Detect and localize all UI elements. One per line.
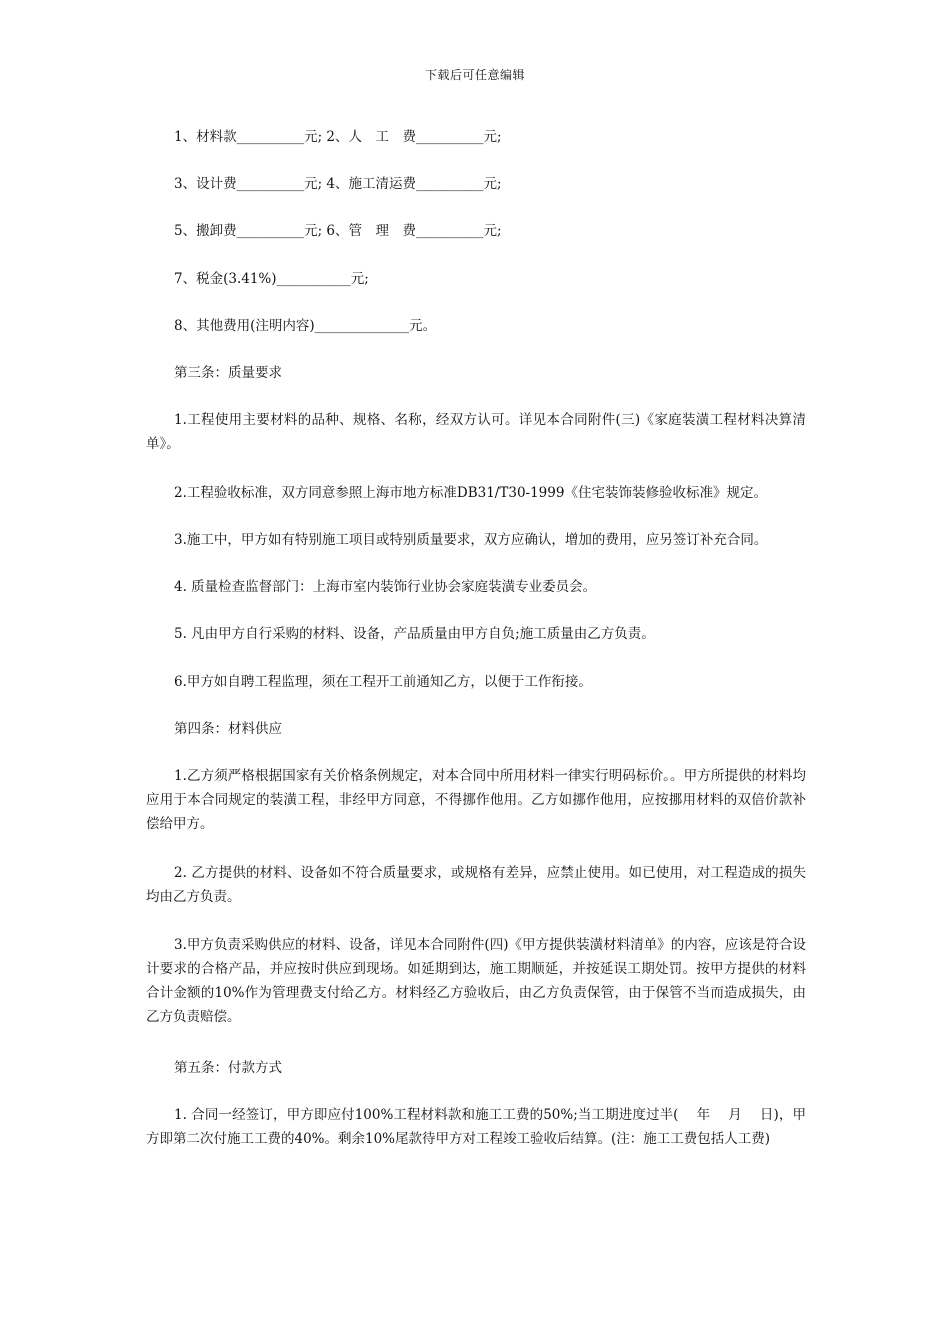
section3-item-5: 5. 凡由甲方自行采购的材料、设备，产品质量由甲方自负;施工质量由乙方负责。 <box>174 626 655 642</box>
section4-item-3: 3.甲方负责采购供应的材料、设备，详见本合同附件(四)《甲方提供装潢材料清单》的内容，应该是符合设计要求的合格产品，并应按时供应到现场。如延期到达，施工期顺延，并按延误工期处罚。按甲方提供的材料合计金额的10%作为管理费支付给乙方。材料经乙方验收后，由乙方负责保管，由于保管不当而造成损失，由乙方负责赔偿。 <box>146 937 806 1025</box>
fee-line-2: 3、设计费__________元; 4、施工清运费__________元; <box>174 176 502 192</box>
section4-item-2: 2. 乙方提供的材料、设备如不符合质量要求，或规格有差异，应禁止使用。如已使用，对工程造成的损失均由乙方负责。 <box>146 865 806 905</box>
section3-item-6: 6.甲方如自聘工程监理，须在工程开工前通知乙方，以便于工作衔接。 <box>174 674 592 690</box>
fee-line-1: 1、材料款__________元; 2、人 工 费__________元; <box>174 129 502 145</box>
section3-item-4: 4. 质量检查监督部门：上海市室内装饰行业协会家庭装潢专业委员会。 <box>174 579 597 595</box>
section4-item-1: 1.乙方须严格根据国家有关价格条例规定，对本合同中所用材料一律实行明码标价。。甲方所提供的材料均应用于本合同规定的装潢工程，非经甲方同意，不得挪作他用。乙方如挪作他用，应按挪用材料的双倍价款补偿给甲方。 <box>146 768 806 832</box>
fee-line-3: 5、搬卸费__________元; 6、管 理 费__________元; <box>174 223 502 239</box>
section3-item-1: 1.工程使用主要材料的品种、规格、名称，经双方认可。详见本合同附件(三)《家庭装潢工程材料决算清单》。 <box>146 412 806 452</box>
section3-item-3: 3.施工中，甲方如有特别施工项目或特别质量要求，双方应确认，增加的费用，应另签订补充合同。 <box>174 532 768 548</box>
fee-line-4: 7、税金(3.41%)___________元; <box>174 271 369 287</box>
section5-title: 第五条：付款方式 <box>174 1060 282 1076</box>
section5-item-1: 1. 合同一经签订，甲方即应付100%工程材料款和施工工费的50%;当工期进度过半( 年 月 日)，甲方即第二次付施工工费的40%。剩余10%尾款待甲方对工程竣工验收后结算。(注：施工工费包括人工费) <box>146 1107 806 1147</box>
section3-item-2: 2.工程验收标准，双方同意参照上海市地方标准DB31/T30-1999《住宅装饰装修验收标准》规定。 <box>174 485 767 501</box>
section3-title: 第三条：质量要求 <box>174 365 282 381</box>
fee-line-5: 8、其他费用(注明内容)______________元。 <box>174 318 437 334</box>
page-header: 下载后可任意编辑 <box>424 68 525 82</box>
section4-title: 第四条：材料供应 <box>174 721 282 737</box>
